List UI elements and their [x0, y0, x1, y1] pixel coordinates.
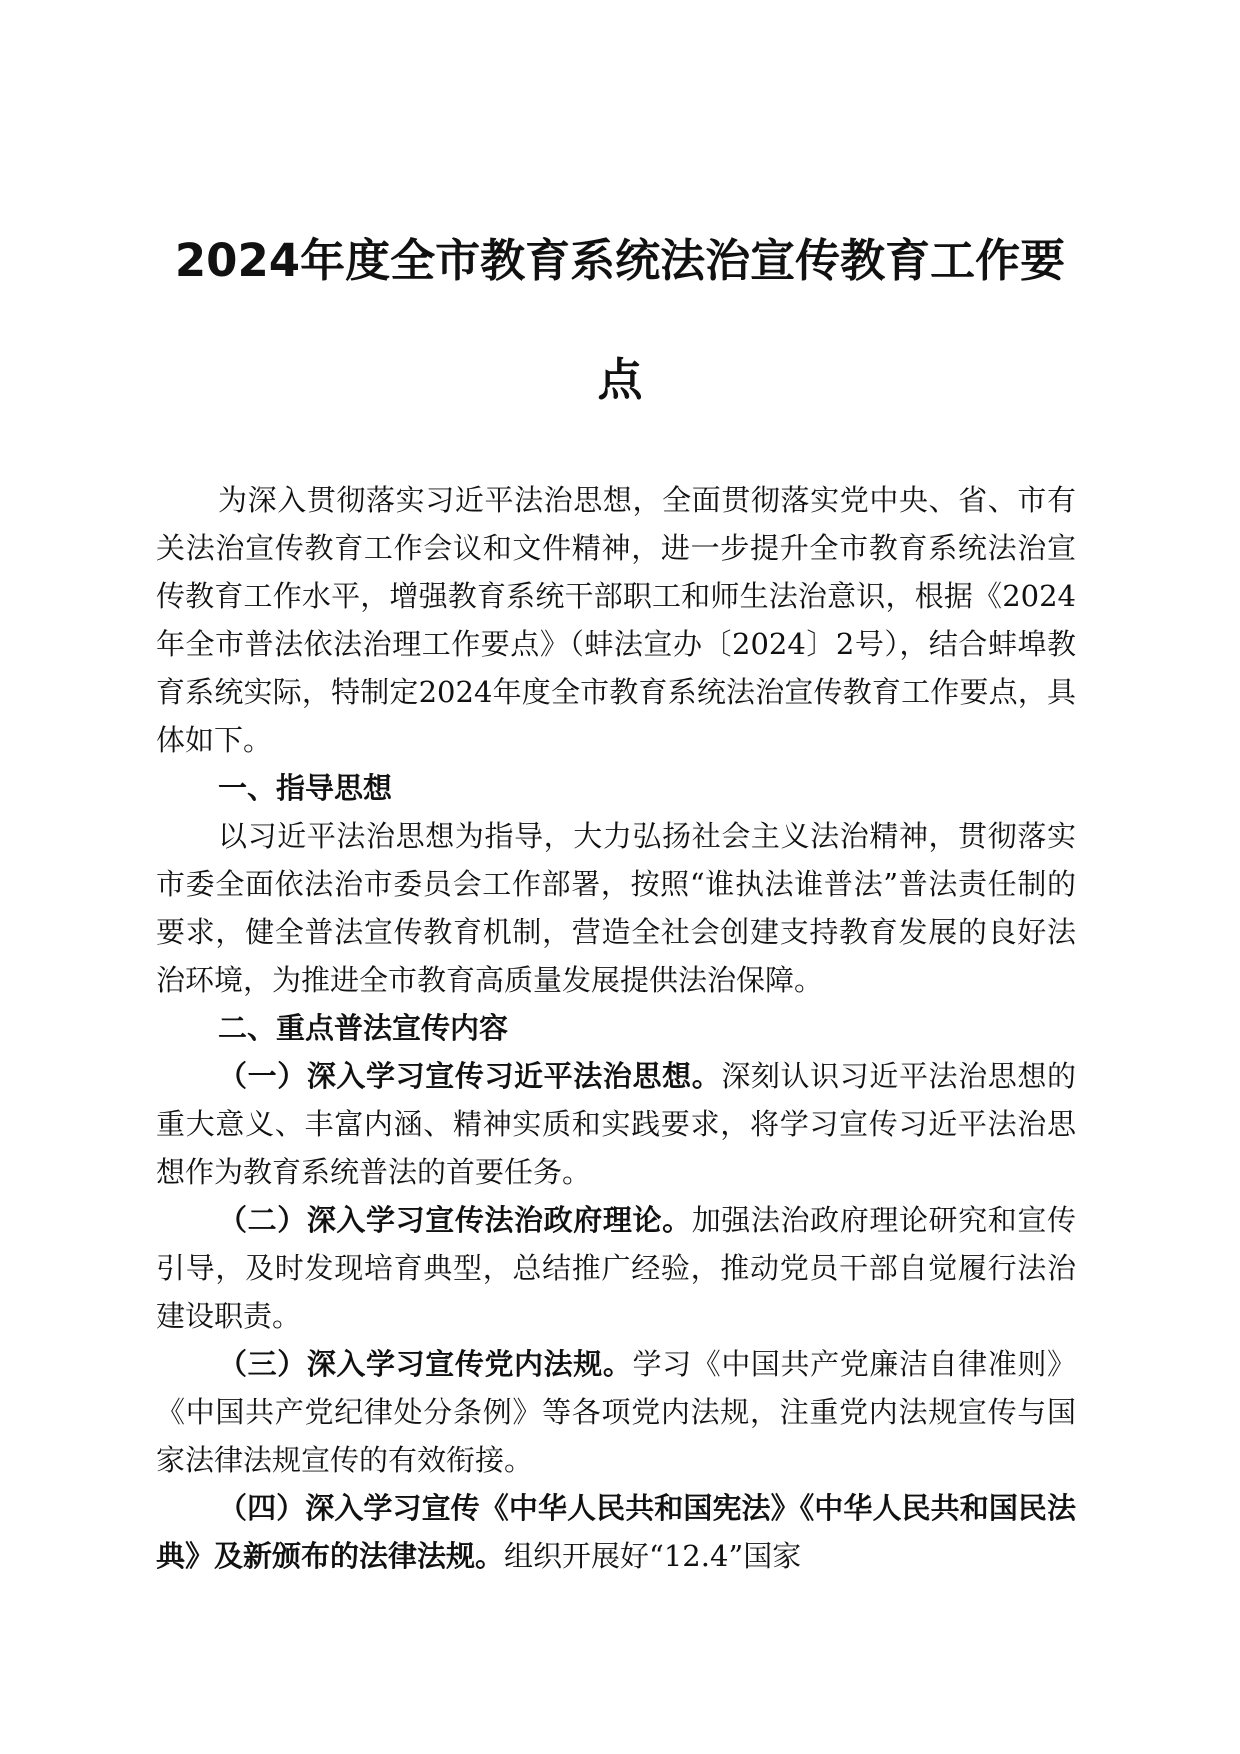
item4-paragraph — [156, 1484, 1076, 1580]
item4-text: 组织开展好“12.4”国家 — [504, 1539, 802, 1573]
item2-text: 加强法治政府理论研究和宣传引导，及时发现培育典型，总结推广经验，推动党员干部自觉履行法治建设职责。 — [156, 1203, 1076, 1333]
intro-paragraph: 为深入贯彻落实习近平法治思想，全面贯彻落实党中央、省、市有关法治宣传教育工作会议和文件精神，进一步提升全市教育系统法治宣传教育工作水平，增强教育系统干部职工和师生法治意识，根据《2024年全市普法依法治理工作要点》（蚌法宣办〔2024〕2号），结合蚌埠教育系统实际，特制定2024年度全市教育系统法治宣传教育工作要点，具体如下。 — [156, 483, 1076, 757]
item3-paragraph — [156, 1340, 1076, 1484]
document-title-line-2: 点 — [597, 353, 643, 406]
item2-paragraph — [156, 1196, 1076, 1340]
item3-lead: （三）深入学习宣传党内法规。 — [218, 1347, 633, 1381]
section1-paragraph: 以习近平法治思想为指导，大力弘扬社会主义法治精神，贯彻落实市委全面依法治市委员会工作部署，按照“谁执法谁普法”普法责任制的要求，健全普法宣传教育机制，营造全社会创建支持教育发展的良好法治环境，为推进全市教育高质量发展提供法治保障。 — [156, 819, 1076, 997]
item1-lead: （一）深入学习宣传习近平法治思想。 — [218, 1059, 722, 1093]
document-body — [156, 476, 1076, 1580]
item1-text: 深刻认识习近平法治思想的重大意义、丰富内涵、精神实质和实践要求，将学习宣传习近平法治思想作为教育系统普法的首要任务。 — [156, 1059, 1076, 1189]
section-heading-key-content: 二、重点普法宣传内容 — [218, 1011, 509, 1045]
section-heading-guiding-ideology: 一、指导思想 — [218, 771, 393, 805]
item3-text: 学习《中国共产党廉洁自律准则》《中国共产党纪律处分条例》等各项党内法规，注重党内法规宣传与国家法律法规宣传的有效衔接。 — [156, 1347, 1076, 1477]
item4-lead: （四）深入学习宣传《中华人民共和国宪法》《中华人民共和国民法典》及新颁布的法律法规。 — [156, 1491, 1076, 1573]
document-title-line-1: 2024年度全市教育系统法治宣传教育工作要 — [174, 234, 1066, 287]
item2-lead: （二）深入学习宣传法治政府理论。 — [218, 1203, 692, 1237]
item1-paragraph — [156, 1052, 1076, 1196]
